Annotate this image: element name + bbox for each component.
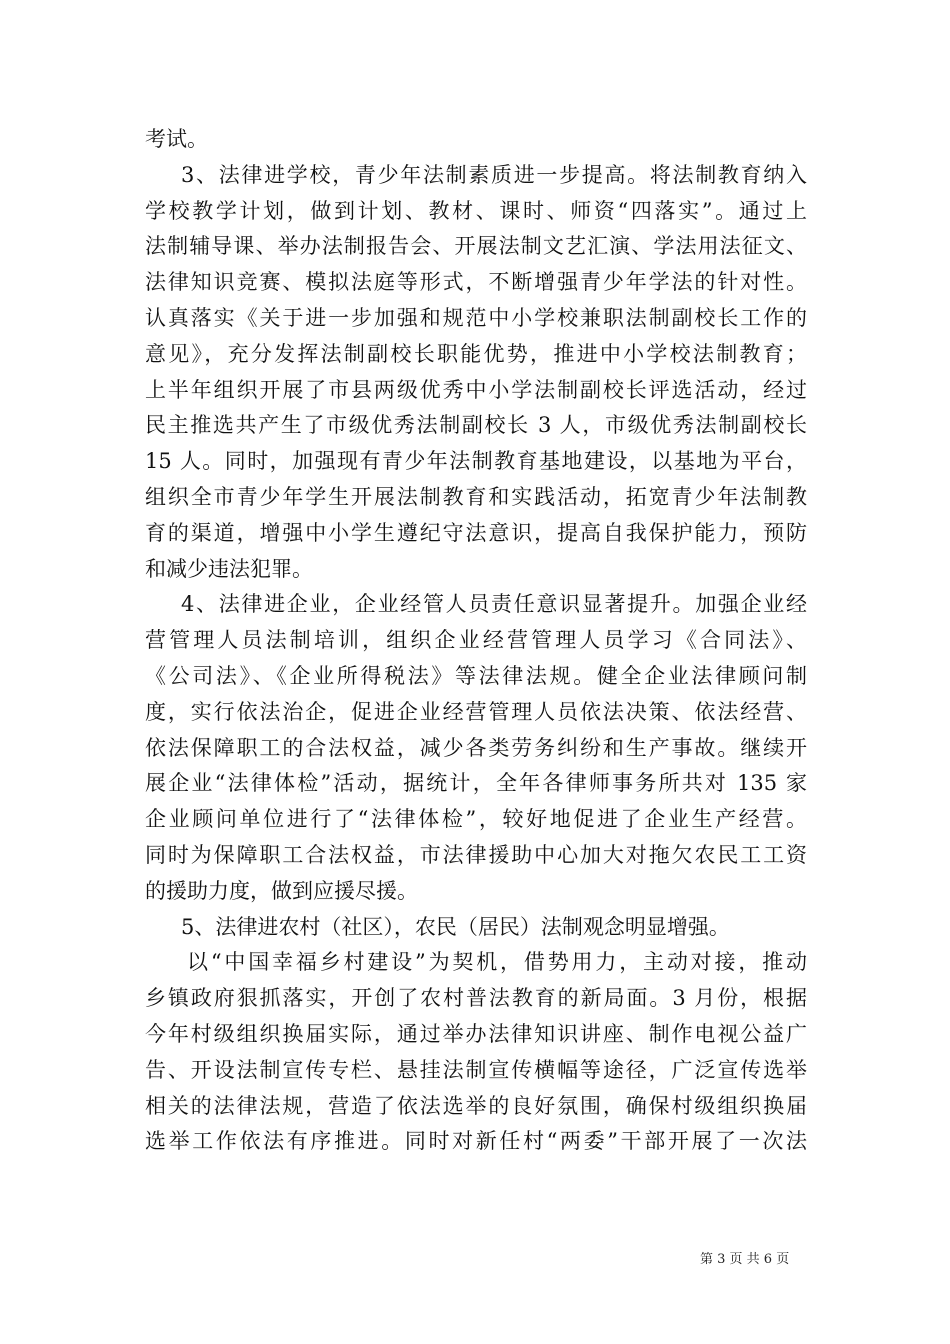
page-number: 第 3 页 共 6 页 — [700, 1252, 790, 1267]
text-line: 15 人。同时，加强现有青少年法制教育基地建设，以基地为平台， — [145, 449, 807, 474]
text-line: 认真落实《关于进一步加强和规范中小学校兼职法制副校长工作的 — [145, 305, 807, 330]
text-line: 告、开设法制宣传专栏、悬挂法制宣传横幅等途径，广泛宣传选举 — [145, 1057, 807, 1082]
text-line: 学校教学计划，做到计划、教材、课时、师资“四落实”。通过上 — [145, 198, 807, 223]
text-line: 3、法律进学校，青少年法制素质进一步提高。将法制教育纳入 — [181, 162, 807, 187]
text-line: 相关的法律法规，营造了依法选举的良好氛围，确保村级组织换届 — [145, 1093, 807, 1118]
text-line: 和减少违法犯罪。 — [145, 556, 313, 581]
text-line: 的援助力度，做到应援尽援。 — [145, 878, 418, 903]
text-line: 《公司法》、《企业所得税法》等法律法规。健全企业法律顾问制 — [145, 663, 807, 688]
text-line: 营管理人员法制培训，组织企业经营管理人员学习《合同法》、 — [145, 628, 807, 653]
text-line: 4、法律进企业，企业经管人员责任意识显著提升。加强企业经 — [181, 592, 807, 617]
text-line: 展企业“法律体检”活动，据统计，全年各律师事务所共对 135 家 — [145, 771, 807, 796]
text-line: 选举工作依法有序推进。同时对新任村“两委”干部开展了一次法 — [145, 1129, 807, 1154]
text-line: 法制辅导课、举办法制报告会、开展法制文艺汇演、学法用法征文、 — [145, 234, 807, 259]
text-line: 育的渠道，增强中小学生遵纪守法意识，提高自我保护能力，预防 — [145, 520, 807, 545]
text-line: 乡镇政府狠抓落实，开创了农村普法教育的新局面。3 月份，根据 — [145, 986, 807, 1011]
text-line: 同时为保障职工合法权益，市法律援助中心加大对拖欠农民工工资 — [145, 842, 807, 867]
text-line: 上半年组织开展了市县两级优秀中小学法制副校长评选活动，经过 — [145, 377, 807, 402]
text-line: 意见》，充分发挥法制副校长职能优势，推进中小学校法制教育； — [145, 341, 807, 366]
document-body — [145, 122, 807, 1160]
text-line: 组织全市青少年学生开展法制教育和实践活动，拓宽青少年法制教 — [145, 484, 807, 509]
text-line: 企业顾问单位进行了“法律体检”，较好地促进了企业生产经营。 — [145, 807, 807, 832]
text-line: 以“中国幸福乡村建设”为契机，借势用力，主动对接，推动 — [187, 950, 807, 975]
text-line: 今年村级组织换届实际，通过举办法律知识讲座、制作电视公益广 — [145, 1021, 807, 1046]
text-line: 考试。 — [145, 127, 208, 151]
text-line: 5、法律进农村（社区），农民（居民）法制观念明显增强。 — [181, 914, 730, 939]
text-line: 法律知识竞赛、模拟法庭等形式，不断增强青少年学法的针对性。 — [145, 270, 807, 295]
text-line: 度，实行依法治企，促进企业经营管理人员依法决策、依法经营、 — [145, 699, 807, 724]
text-line: 依法保障职工的合法权益，减少各类劳务纠纷和生产事故。继续开 — [145, 735, 807, 760]
text-line: 民主推选共产生了市级优秀法制副校长 3 人，市级优秀法制副校长 — [145, 413, 807, 438]
